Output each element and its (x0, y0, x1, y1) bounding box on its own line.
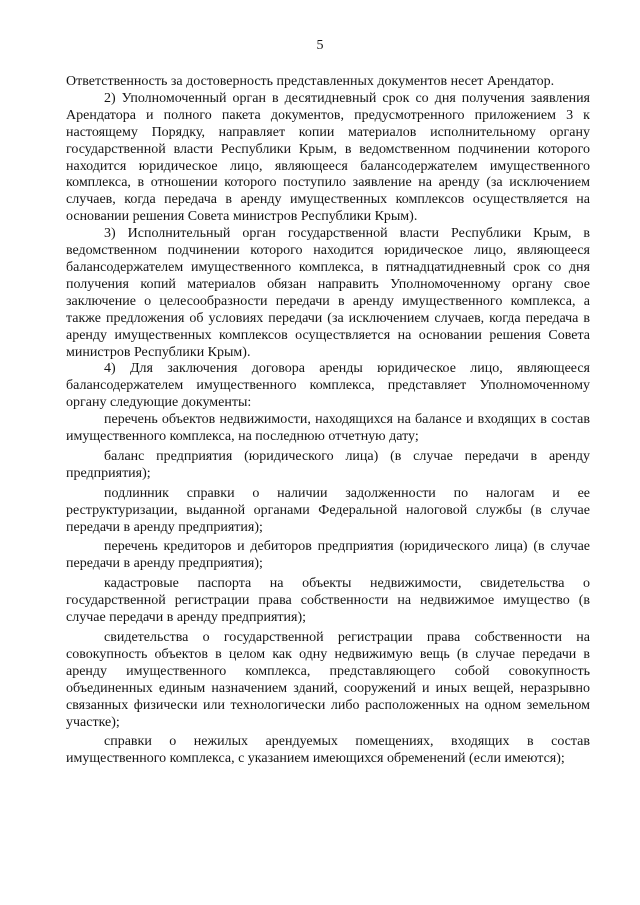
paragraph-item-4: 4) Для заключения договора аренды юридическое лицо, являющееся балансодержателем имущественного комплекса, представляет Уполномоченному органу следующие документы: (66, 361, 590, 411)
document-body (66, 74, 590, 768)
document-list-item: подлинник справки о наличии задолженности по налогам и ее реструктуризации, выданной органами Федеральной налоговой службы (в случае передачи в аренду предприятия); (66, 485, 590, 535)
document-list-item: свидетельства о государственной регистрации права собственности на совокупность объектов в целом как одну недвижимую вещь (в случае передачи в аренду имущественного комплекса, представляющего собой совокупность объединенных единым назначением зданий, сооружений и иных вещей, неразрывно связанных физически или технологически либо расположенных на одном земельном участке); (66, 630, 590, 730)
paragraph-item-2: 2) Уполномоченный орган в десятидневный срок со дня получения заявления Арендатора и полного пакета документов, предусмотренного приложением 3 к настоящему Порядку, направляет копии материалов исполнительному органу государственной власти Республики Крым, в ведомственном подчинении которого находится юридическое лицо, являющееся балансодержателем имущественного комплекса, в отношении которого поступило заявление на аренду (за исключением случаев, когда передача в аренду имущественных комплексов осуществляется на основании решения Совета министров Республики Крым). (66, 90, 590, 225)
page-number: 5 (316, 38, 324, 53)
document-list-item: баланс предприятия (юридического лица) (в случае передачи в аренду предприятия); (66, 448, 590, 481)
document-list-item: справки о нежилых арендуемых помещениях, входящих в состав имущественного комплекса, с указанием имеющихся обременений (если имеются); (66, 734, 590, 767)
paragraph-item-3: 3) Исполнительный орган государственной власти Республики Крым, в ведомственном подчинении которого находится юридическое лицо, являющееся балансодержателем имущественного комплекса, в пятнадцатидневный срок со дня получения копий материалов обязан направить Уполномоченному органу свое заключение о целесообразности передачи в аренду имущественного комплекса, а также предложения об условиях передачи (за исключением случаев, когда передача в аренду имущественных комплексов осуществляется на основании решения Совета министров Республики Крым). (66, 226, 590, 360)
document-list-item: перечень объектов недвижимости, находящихся на балансе и входящих в состав имущественного комплекса, на последнюю отчетную дату; (66, 412, 590, 445)
document-list-item: перечень кредиторов и дебиторов предприятия (юридического лица) (в случае передачи в аренду предприятия); (66, 539, 590, 572)
document-list-item: кадастровые паспорта на объекты недвижимости, свидетельства о государственной регистрации права собственности на недвижимое имущество (в случае передачи в аренду предприятия); (66, 576, 590, 626)
paragraph-responsibility: Ответственность за достоверность представленных документов несет Арендатор. (66, 74, 555, 89)
